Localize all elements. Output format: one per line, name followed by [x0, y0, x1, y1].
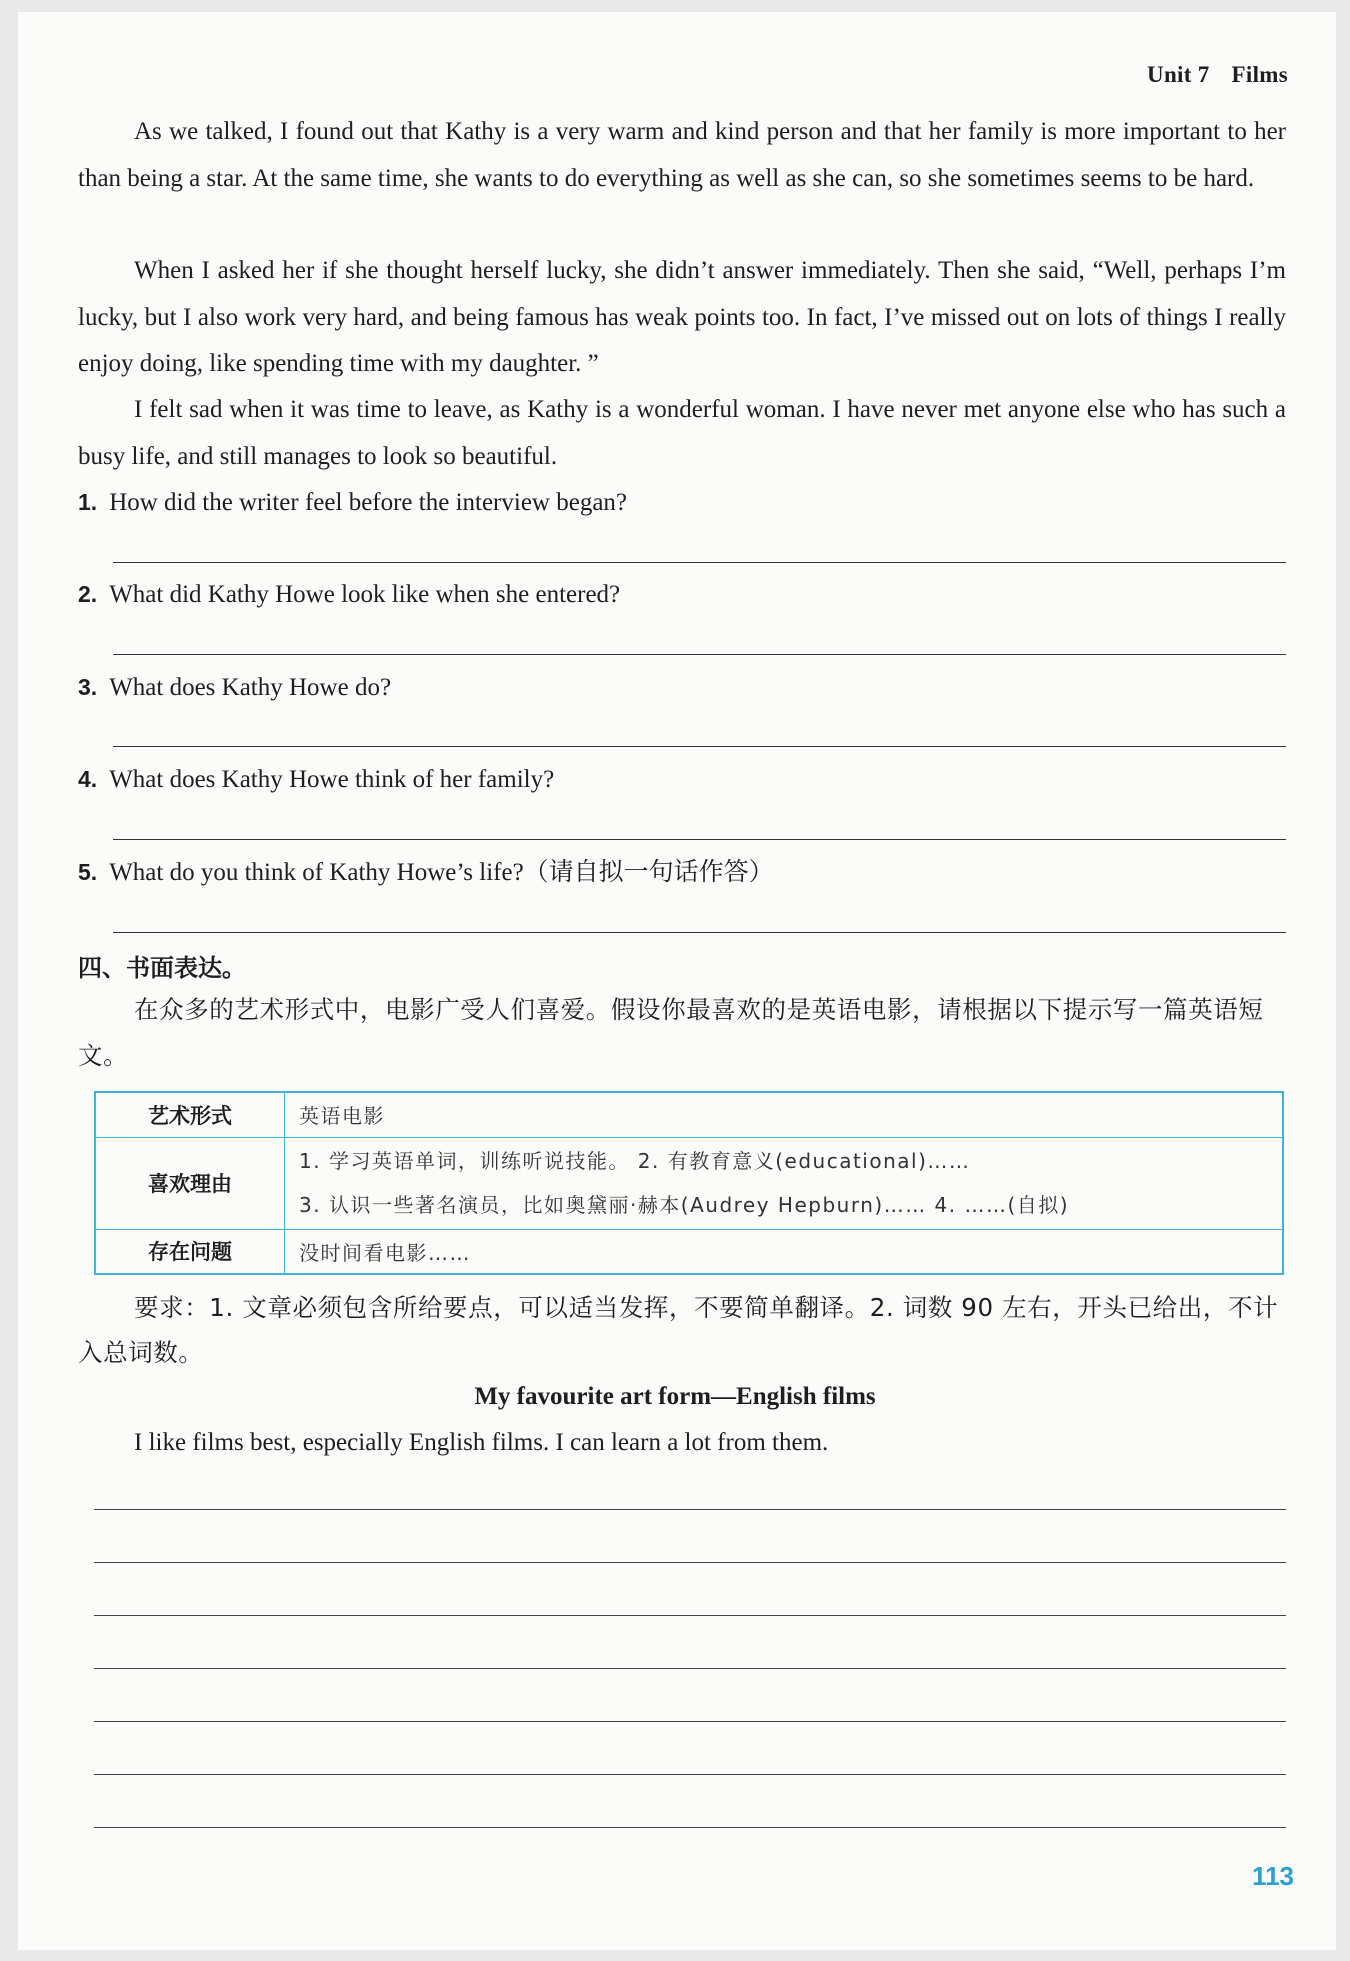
- question-text: How did the writer feel before the interview began?: [109, 489, 628, 516]
- question-5: [78, 856, 774, 889]
- unit-label: Unit 7: [1147, 62, 1210, 87]
- question-3: [78, 671, 391, 704]
- reasons-label: 喜欢理由: [95, 1137, 285, 1229]
- question-number: 5.: [78, 859, 98, 885]
- question-number: 4.: [78, 766, 98, 792]
- table-row: [95, 1229, 1283, 1274]
- page-header: [1125, 62, 1288, 88]
- unit-title: Films: [1231, 62, 1288, 87]
- problem-label: 存在问题: [95, 1229, 285, 1274]
- question-number: 2.: [78, 581, 98, 607]
- question-1: [78, 486, 627, 519]
- art-form-value: 英语电影: [285, 1092, 1284, 1137]
- art-form-label: 艺术形式: [95, 1092, 285, 1137]
- answer-line-5[interactable]: [113, 932, 1286, 933]
- reasons-line-2: 3. 认识一些著名演员，比如奥黛丽·赫本(Audrey Hepburn)…… 4. ……(自拟): [299, 1193, 1070, 1217]
- writing-line[interactable]: [94, 1721, 1286, 1722]
- question-text: What do you think of Kathy Howe’s life?（请自拟一句话作答）: [109, 859, 774, 886]
- question-number: 1.: [78, 489, 98, 515]
- question-2: [78, 578, 620, 611]
- writing-line[interactable]: [94, 1615, 1286, 1616]
- writing-task-intro: 在众多的艺术形式中，电影广受人们喜爱。假设你最喜欢的是英语电影，请根据以下提示写一篇英语短文。: [78, 995, 1264, 1070]
- section-title: 四、书面表达。: [78, 954, 246, 982]
- answer-line-1[interactable]: [113, 562, 1286, 563]
- passage-paragraph-3: I felt sad when it was time to leave, as Kathy is a wonderful woman. I have never met anyone else who has such a busy life, and still manages to look so beautiful.: [78, 396, 1286, 470]
- reasons-cell: [285, 1137, 1284, 1229]
- table-row: [95, 1092, 1283, 1137]
- essay-title: My favourite art form—English films: [474, 1383, 876, 1410]
- question-text: What did Kathy Howe look like when she entered?: [109, 581, 621, 608]
- writing-line[interactable]: [94, 1774, 1286, 1775]
- answer-line-2[interactable]: [113, 654, 1286, 655]
- reasons-line-1: 1. 学习英语单词，训练听说技能。 2. 有教育意义(educational)……: [299, 1149, 971, 1173]
- passage-paragraph-2: When I asked her if she thought herself lucky, she didn’t answer immediately. Then she said, “Well, perhaps I’m lucky, but I also work very hard, and being famous has weak points too. In fact, I’ve missed out on lots of things I really enjoy doing, like spending time with my daughter. ”: [78, 257, 1286, 377]
- table-row: [95, 1137, 1283, 1229]
- passage-paragraph-1: As we talked, I found out that Kathy is a very warm and kind person and that her family is more important to her than being a star. At the same time, she wants to do everything as well as she can, so she sometimes seems to be hard.: [78, 118, 1286, 192]
- writing-line[interactable]: [94, 1668, 1286, 1669]
- answer-line-4[interactable]: [113, 839, 1286, 840]
- question-text: What does Kathy Howe do?: [109, 674, 392, 701]
- question-number: 3.: [78, 674, 98, 700]
- page-number: 113: [1252, 1861, 1294, 1891]
- answer-line-3[interactable]: [113, 746, 1286, 747]
- writing-line[interactable]: [94, 1509, 1286, 1510]
- question-4: [78, 763, 554, 796]
- writing-requirements: 要求：1. 文章必须包含所给要点，可以适当发挥，不要简单翻译。2. 词数 90 左右，开头已给出，不计入总词数。: [78, 1293, 1279, 1367]
- prompt-table: [94, 1091, 1284, 1275]
- writing-line[interactable]: [94, 1827, 1286, 1828]
- question-text: What does Kathy Howe think of her family?: [109, 766, 555, 793]
- writing-line[interactable]: [94, 1562, 1286, 1563]
- essay-opening-sentence: I like films best, especially English films. I can learn a lot from them.: [134, 1429, 829, 1456]
- problem-value: 没时间看电影……: [285, 1229, 1284, 1274]
